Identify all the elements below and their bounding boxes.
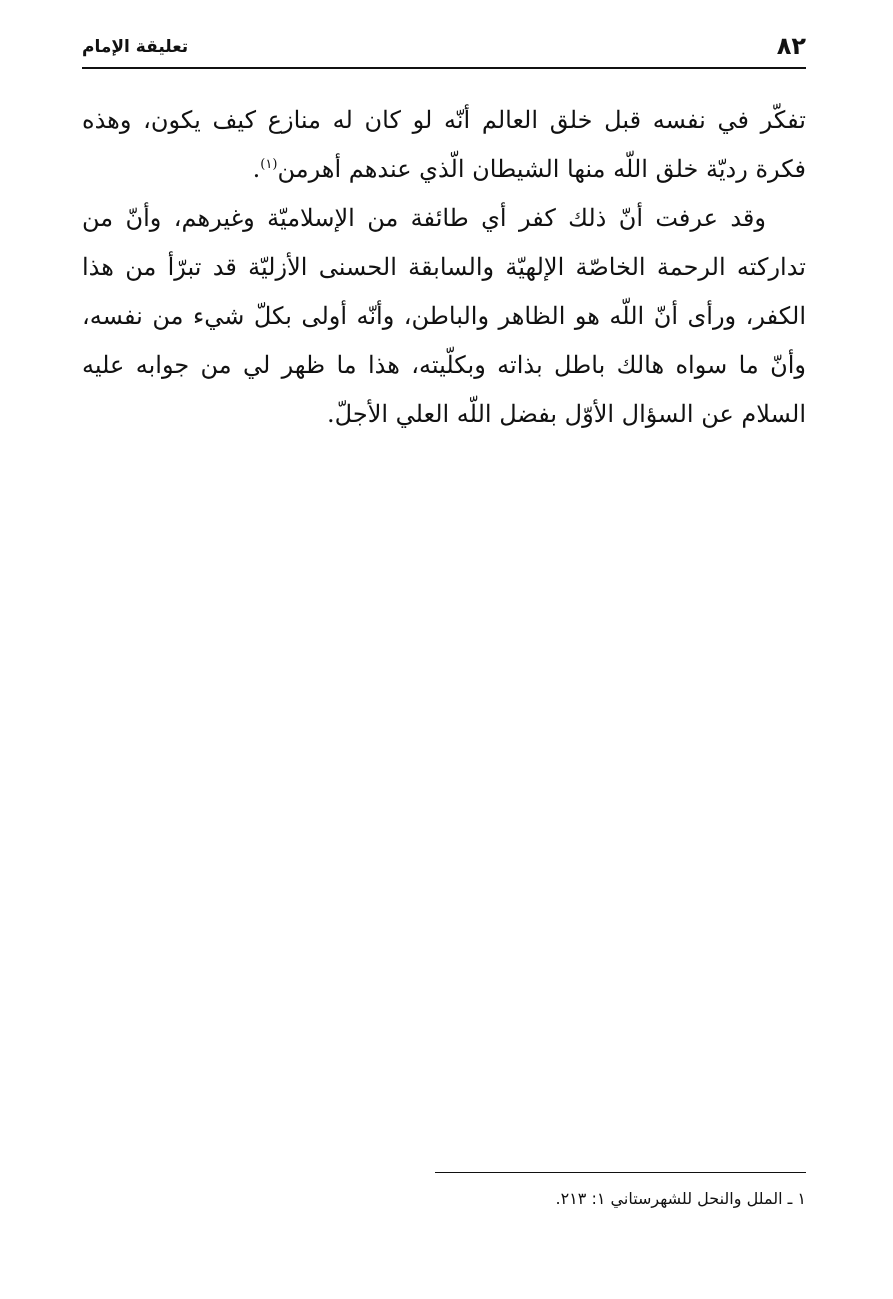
footnote-reference-1[interactable]: (١): [260, 157, 278, 172]
paragraph-1: [82, 96, 806, 194]
paragraph-2: وقد عرفت أنّ ذلك كفر أي طائفة من الإسلاميّة وغيرهم، وأنّ من تداركته الرحمة الخاصّة الإلهيّة والسابقة الحسنى الأزليّة قد تبرّأ من هذا الكفر، ورأى أنّ اللّه هو الظاهر والباطن، وأنّه أولى بكلّ شيء من نفسه، وأنّ ما سواه هالك باطل بذاته وبكلّيته، هذا ما ظهر لي من جوابه عليه السلام عن السؤال الأوّل بفضل اللّه العلي الأجلّ.: [82, 204, 806, 428]
paragraph-1-end: .: [252, 155, 261, 183]
header-divider: [82, 67, 806, 69]
main-text: [82, 96, 806, 439]
page-header: [82, 28, 806, 68]
paragraph-1-text: تفكّر في نفسه قبل خلق العالم أنّه لو كان له منازع كيف يكون، وهذه فكرة رديّة خلق اللّه منها الشيطان الّذي عندهم أهرمن: [82, 106, 806, 183]
footnote-1: ١ ـ الملل والنحل للشهرستاني ١: ٢١٣.: [555, 1189, 806, 1208]
footnote-divider: [435, 1172, 806, 1173]
running-title: تعليقة الإمام: [82, 37, 189, 57]
page-number: ٨٢: [776, 32, 806, 60]
